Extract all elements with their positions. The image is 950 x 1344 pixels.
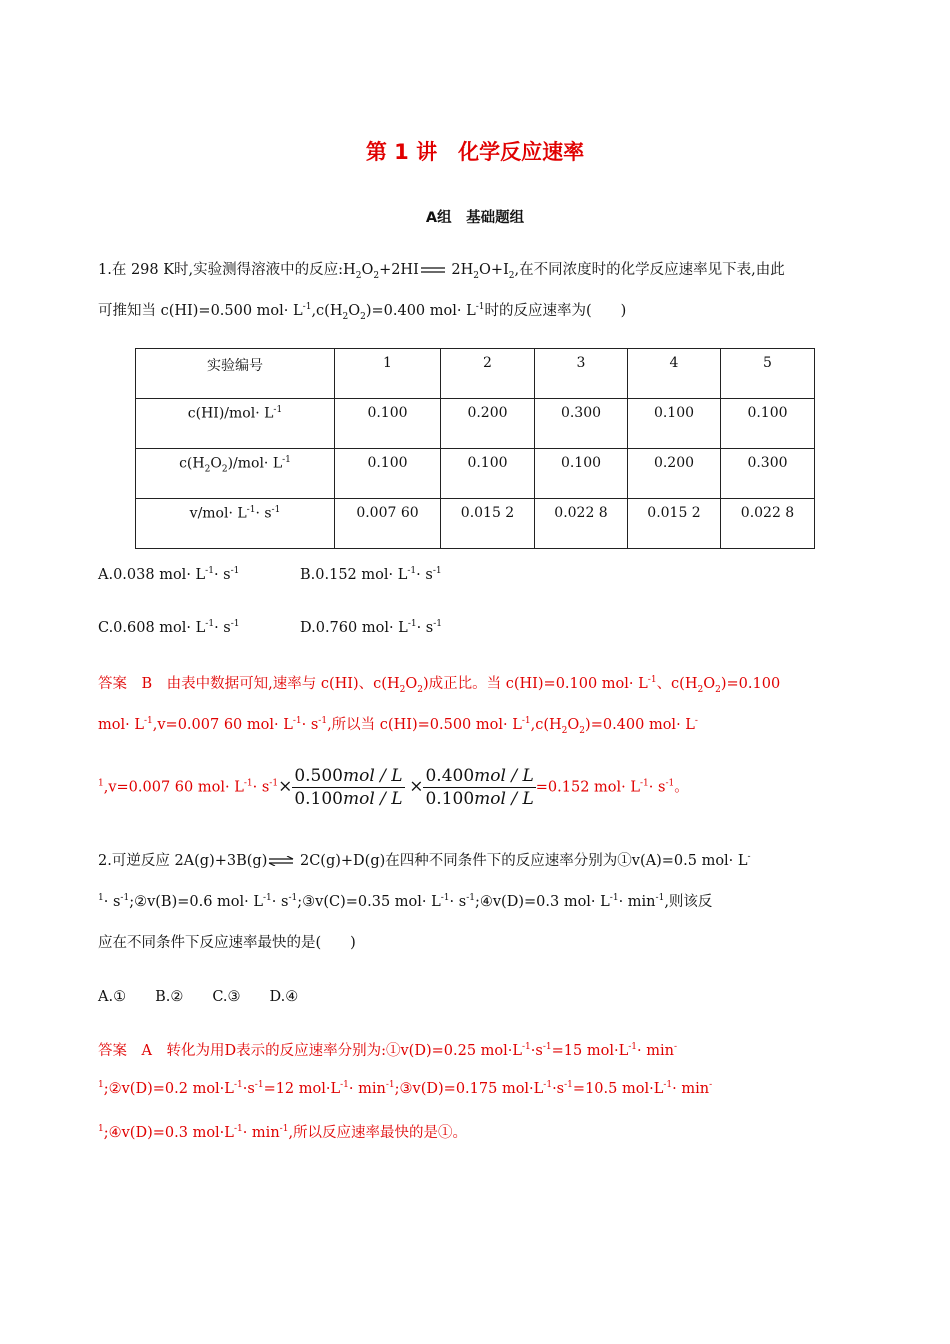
- q2-answer-line2: $^1$;②v(D)=0.2 $mol\cdot L^{-1}\cdot s^{-1}=12$ $mol\cdot L^{-1}\cdot$ $\min^{-1};③v(D)=0.175$ $mol\cdot L^{-1}\cdot s^{-1}=10.5$ $mol\cdot L^{-1}\cdot \min^-$: [98, 1080, 713, 1097]
- table-row: [136, 449, 815, 499]
- table-header-cell: 2: [441, 349, 535, 399]
- q2-stem-line2: $^1\cdot s^{-1};②v(B)=0.6$ $mol\cdot L^{-1}\cdot$ $s^{-1};③v(C)=0.35$ $mol\cdot L^{-1}\cdot$ $s^{-1};④v(D)=0.3$ $mol\cdot L^{-1}\cdot \min^{-1}$,则该反: [98, 893, 713, 910]
- q1-stem-line1: 1.在 298 K时,实验测得溶液中的反应$:H_2O_2+2HI$ $2H_2O+I_2$,在不同浓度时的化学反应速率见下表,由此: [98, 262, 785, 281]
- table-cell: 0.100: [335, 399, 441, 449]
- fraction-1: $\frac{\text{0.500mol / L}}{\text{0.100mol / L}}$: [294, 766, 403, 809]
- page-title: 第 1 讲 化学反应速率: [365, 140, 585, 164]
- q2-stem-line3: 应在不同条件下反应速率最快的是( ): [98, 935, 356, 951]
- q1-option-d: D.0.760 $mol\cdot L^{-1}\cdot s^{-1}$: [300, 619, 443, 636]
- rate-data-table: [135, 348, 815, 549]
- section-heading: A组 基础题组: [425, 210, 525, 226]
- row-label-ch2o2: $c(H_2O_2)/mol\cdot L^{-1}$: [136, 449, 335, 499]
- q1-option-a: A.0.038 $mol\cdot L^{-1}\cdot s^{-1}$: [98, 566, 240, 583]
- table-header-cell: 实验编号: [136, 349, 335, 399]
- q1-option-b: B.0.152 $mol\cdot L^{-1}\cdot s^{-1}$: [300, 566, 442, 583]
- q2-answer-line3: $^1$;④v(D)=0.3 $mol\cdot L^{-1}\cdot \min^{-1}$,所以反应速率最快的是①。: [98, 1124, 468, 1141]
- table-cell: 0.022 8: [535, 499, 628, 549]
- q1-option-c: C.0.608 $mol\cdot L^{-1}\cdot s^{-1}$: [98, 619, 240, 636]
- table-cell: 0.015 2: [628, 499, 721, 549]
- table-header-cell: 3: [535, 349, 628, 399]
- table-row: [136, 399, 815, 449]
- table-cell: 0.200: [628, 449, 721, 499]
- table-cell: 0.200: [441, 399, 535, 449]
- table-cell: 0.100: [335, 449, 441, 499]
- table-cell: 0.100: [628, 399, 721, 449]
- q1-answer-line3: $^1$,v=0.007 60 $mol\cdot L^{-1}\cdot s^{-1}\times$ $\frac{\text{0.500mol / L}}{\text{0.100mol / L}}$ × $\frac{\text{0.400mol / L}}{\text{0.100mol / L}}$ =0.152 $mol\cdot L^{-1}\cdot s^{-1}$。: [98, 766, 689, 809]
- table-cell: 0.100: [535, 449, 628, 499]
- table-header-cell: 4: [628, 349, 721, 399]
- q2-options: A.① B.② C.③ D.④: [98, 989, 299, 1005]
- row-label-v: $v/mol\cdot L^{-1}\cdot s^{-1}$: [136, 499, 335, 549]
- table-cell: 0.100: [721, 399, 815, 449]
- equals-arrow-icon: [419, 265, 447, 275]
- table-cell: 0.007 60: [335, 499, 441, 549]
- table-cell: 0.300: [535, 399, 628, 449]
- row-label-chi: $c(HI)/mol\cdot L^{-1}$: [136, 399, 335, 449]
- q2-stem-line1: 2.可逆反应 2A(g)+3B(g) 2C(g)+D(g)在四种不同条件下的反应速率分别为①v(A)=0.5 mol· L-: [98, 852, 751, 869]
- table-cell: 0.022 8: [721, 499, 815, 549]
- table-header-cell: 5: [721, 349, 815, 399]
- table-cell: 0.015 2: [441, 499, 535, 549]
- table-cell: 0.100: [441, 449, 535, 499]
- table-header-cell: 1: [335, 349, 441, 399]
- q2-answer-line1: 答案 A 转化为用D表示的反应速率分别为:①v(D)=0.25 $mol\cdot L^{-1}\cdot s^{-1}=15$ $mol\cdot L^{-1}\cdot \min^-$: [98, 1042, 677, 1059]
- q1-answer-line2: $mol\cdot L^{-1},v=0.007$ 60 $mol\cdot L^{-1}\cdot s^{-1}$,所以当 c(HI)=0.500 $mol\cdot L^{-1},c(H_2O_2)=0.400$ mol· L-: [98, 716, 698, 736]
- table-cell: 0.300: [721, 449, 815, 499]
- fraction-2: $\frac{\text{0.400mol / L}}{\text{0.100mol / L}}$: [425, 766, 534, 809]
- q1-stem-line2: 可推知当 c(HI)=0.500 $mol\cdot L^{-1},c(H_2O_2)=0.400$ $mol\cdot L^{-1}$时的反应速率为( ): [98, 302, 627, 322]
- q1-answer-line1: 答案 B 由表中数据可知,速率与 c(HI)、$c(H_2O_2)$成正比。当 c(HI)=0.100 $mol\cdot L^{-1}$、$c(H_2O_2)=0.100$: [98, 675, 781, 695]
- table-row: [136, 499, 815, 549]
- reversible-arrow-icon: [267, 856, 295, 866]
- table-row: [136, 349, 815, 399]
